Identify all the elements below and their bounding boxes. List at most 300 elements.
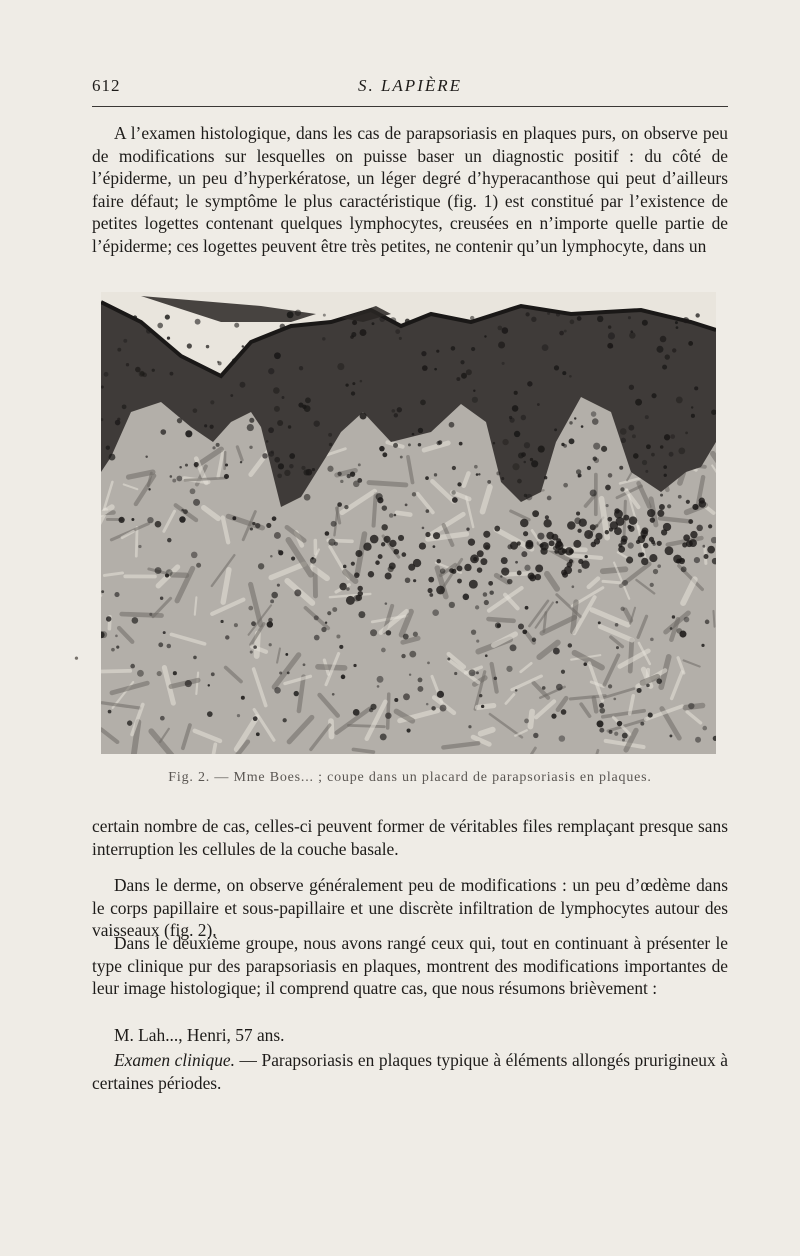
lymphocyte [393,549,399,555]
lymphocyte [614,527,622,535]
cell-nucleus [274,457,280,463]
lymphocyte [402,552,407,557]
cell-nucleus [583,662,587,666]
cell-nucleus [372,322,375,325]
histology-photograph [101,292,716,754]
cell-nucleus [256,732,260,736]
cell-nucleus [271,592,278,599]
cell-nucleus [303,469,309,475]
cell-nucleus [510,644,517,651]
cell-nucleus [278,463,284,469]
cell-nucleus [345,383,348,386]
collagen-fibre [567,555,601,558]
cell-nucleus [409,651,416,658]
cell-nucleus [403,693,410,700]
cell-nucleus [137,670,144,677]
cell-nucleus [466,527,469,530]
cell-nucleus [599,708,605,714]
cell-nucleus [695,737,701,743]
cell-nucleus [422,365,428,371]
cell-nucleus [167,644,172,649]
lymphocyte [584,530,593,539]
cell-nucleus [381,524,387,530]
cell-nucleus [327,611,331,615]
cell-nucleus [377,685,380,688]
cell-nucleus [234,623,238,627]
cell-nucleus [157,323,163,329]
cell-nucleus [277,473,282,478]
cell-nucleus [561,443,564,446]
lymphocyte [433,532,440,539]
cell-nucleus [241,696,245,700]
cell-nucleus [577,316,582,321]
lymphocyte [378,554,383,559]
cell-nucleus [204,424,207,427]
cell-nucleus [212,446,215,449]
cell-nucleus [440,568,445,573]
lymphocyte [682,542,687,547]
cell-nucleus [426,509,430,513]
cell-nucleus [207,711,213,717]
cell-nucleus [332,607,337,612]
cell-nucleus [642,460,647,465]
cell-nucleus [650,583,654,587]
lymphocyte [468,539,475,546]
cell-nucleus [620,428,627,435]
cell-nucleus [258,563,264,569]
cell-nucleus [531,460,538,467]
cell-nucleus [425,476,429,480]
cell-nucleus [683,317,689,323]
cell-nucleus [475,605,479,609]
cell-nucleus [262,453,267,458]
cell-nucleus [253,645,257,649]
cell-nucleus [346,587,350,591]
cell-nucleus [218,361,222,365]
cell-nucleus [379,446,385,452]
page-number: 612 [92,76,121,95]
cell-nucleus [456,377,460,381]
lymphocyte [368,571,374,577]
cell-nucleus [272,516,277,521]
cell-nucleus [247,424,254,431]
cell-nucleus [412,492,416,496]
cell-nucleus [569,438,575,444]
cell-nucleus [299,366,303,370]
lymphocyte [577,529,581,533]
cell-nucleus [559,735,565,741]
cell-nucleus [563,483,568,488]
cell-nucleus [339,645,343,649]
cell-nucleus [660,336,667,343]
lymphocyte [480,558,487,565]
cell-nucleus [537,403,540,406]
lymphocyte [354,572,360,578]
cell-nucleus [108,710,112,714]
cell-nucleus [646,444,651,449]
cell-nucleus [608,473,613,478]
cell-nucleus [394,413,398,417]
cell-nucleus [321,627,326,632]
collagen-fibre [353,749,373,752]
cell-nucleus [289,453,295,459]
cell-nucleus [399,337,402,340]
cell-nucleus [530,458,533,461]
cell-nucleus [327,466,333,472]
cell-nucleus [476,473,479,476]
cell-nucleus [157,671,162,676]
cell-nucleus [122,404,127,409]
cell-nucleus [353,709,360,716]
cell-nucleus [117,418,120,421]
collagen-fibre [477,706,493,708]
cell-nucleus [266,440,269,443]
lymphocyte [494,526,500,532]
cell-nucleus [285,653,288,656]
lymphocyte [628,526,634,532]
cell-nucleus [594,458,599,463]
cell-nucleus [298,402,303,407]
cell-nucleus [132,617,139,624]
cell-nucleus [274,687,281,694]
cell-nucleus [403,634,409,640]
lymphocyte [464,564,471,571]
cell-nucleus [314,635,320,641]
cell-nucleus [176,476,182,482]
lymphocyte [457,579,462,584]
cell-nucleus [139,371,145,377]
cell-nucleus [702,726,707,731]
cell-nucleus [328,433,332,437]
cell-nucleus [187,343,192,348]
cell-nucleus [663,465,667,469]
cell-nucleus [628,425,634,431]
lymphocyte [605,530,609,534]
cell-nucleus [449,422,455,428]
cell-nucleus [237,714,240,717]
lymphocyte [618,543,622,547]
lymphocyte [686,500,690,504]
cell-nucleus [440,705,447,712]
cell-nucleus [691,406,693,408]
cell-nucleus [267,621,273,627]
cell-nucleus [606,504,609,507]
collagen-fibre [331,721,332,737]
collagen-fibre [594,698,596,711]
cell-nucleus [628,542,634,548]
cell-nucleus [669,452,674,457]
cell-nucleus [163,631,166,634]
cell-nucleus [670,627,673,630]
cell-nucleus [495,622,501,628]
cell-nucleus [691,414,695,418]
cell-nucleus [114,592,119,597]
cell-nucleus [234,323,239,328]
cell-nucleus [678,447,685,454]
cell-nucleus [294,691,299,696]
cell-nucleus [436,441,440,445]
cell-nucleus [669,734,672,737]
cell-nucleus [104,372,109,377]
cell-nucleus [489,590,493,594]
cell-nucleus [434,473,437,476]
lymphocyte [573,540,581,548]
cell-nucleus [225,635,229,639]
collagen-fibre [225,452,226,469]
cell-nucleus [651,393,656,398]
cell-nucleus [269,643,272,646]
lymphocyte [591,542,597,548]
cell-nucleus [471,347,475,351]
cell-nucleus [705,620,710,625]
cell-nucleus [360,413,367,420]
lymphocyte [621,535,628,542]
cell-nucleus [230,394,233,397]
cell-nucleus [522,629,527,634]
header-rule [92,106,728,107]
cell-nucleus [676,628,682,634]
cell-nucleus [115,635,118,638]
cell-nucleus [640,722,644,726]
cell-nucleus [585,555,588,558]
cell-nucleus [353,481,360,488]
cell-nucleus [193,499,200,506]
lymphocyte [657,541,662,546]
cell-nucleus [426,703,429,706]
lymphocyte [569,549,574,554]
cell-nucleus [613,698,616,701]
cell-nucleus [524,565,530,571]
cell-nucleus [165,574,169,578]
cell-nucleus [591,411,597,417]
collagen-fibre [388,694,389,728]
lymphocyte [629,516,637,524]
lymphocyte [626,557,633,564]
cell-nucleus [498,342,505,349]
paragraph-dermis: Dans le derme, on observe généralement peu de modifications : un peu d’œdème dans le corps papillaire et sous-papillaire et une discrète infiltration de lymphocytes autour des vaisseaux (fig. 2). [92,875,728,941]
cell-nucleus [341,675,346,680]
cell-nucleus [466,369,472,375]
cell-nucleus [220,620,223,623]
lymphocyte [483,531,490,538]
cell-nucleus [193,656,197,660]
cell-nucleus [370,704,376,710]
cell-nucleus [253,716,258,721]
cell-nucleus [270,599,274,603]
cell-nucleus [559,331,564,336]
histology-image [101,292,716,754]
lymphocyte [381,542,385,546]
cell-nucleus [117,348,121,352]
cell-nucleus [678,495,682,499]
lymphocyte [699,498,705,504]
cell-nucleus [249,418,254,423]
cell-nucleus [474,465,478,469]
cell-nucleus [569,375,572,378]
lymphocyte [535,564,543,572]
collagen-fibre [530,712,532,727]
cell-nucleus [160,429,166,435]
cell-nucleus [270,555,273,558]
cell-nucleus [170,372,174,376]
cell-nucleus [525,312,529,316]
cell-nucleus [628,316,631,319]
lymphocyte [457,566,463,572]
cell-nucleus [210,425,214,429]
cell-nucleus [702,545,705,548]
cell-nucleus [676,326,679,329]
cell-nucleus [314,615,319,620]
lymphocyte [517,571,522,576]
lymphocyte [427,588,432,593]
paragraph-continuation: certain nombre de cas, celles-ci peuvent former de véritables files remplaçant presque sans interruption les cellules de la couche basale. [92,816,728,859]
cell-nucleus [109,454,116,461]
cell-nucleus [269,451,275,457]
cell-nucleus [358,463,361,466]
cell-nucleus [216,443,220,447]
cell-nucleus [343,565,347,569]
cell-nucleus [645,415,649,419]
cell-nucleus [633,453,639,459]
cell-nucleus [165,314,170,319]
cell-nucleus [656,678,662,684]
lymphocyte [523,531,528,536]
cell-nucleus [568,643,572,647]
cell-nucleus [360,329,367,336]
cell-nucleus [498,326,503,331]
cell-nucleus [617,721,622,726]
cell-nucleus [692,504,698,510]
lymphocyte [385,572,392,579]
cell-nucleus [381,648,386,653]
paragraph-second-group: Dans le deuxième groupe, nous avons rangé ceux qui, tout en continuant à présenter le type clinique pur des parapsoriasis en plaques, montrent des modifications importantes de leur image histologique; il comprend quatre cas, que nous résumons brièvement : [92,933,728,999]
cell-nucleus [569,421,572,424]
lymphocyte [650,517,655,522]
cell-nucleus [675,321,678,324]
lymphocyte [659,504,665,510]
cell-nucleus [417,686,423,692]
cell-nucleus [574,417,576,419]
cell-nucleus [599,703,604,708]
cell-nucleus [418,428,423,433]
cell-nucleus [532,510,539,517]
cell-nucleus [249,446,252,449]
cell-nucleus [172,479,176,483]
cell-nucleus [694,557,700,563]
cell-nucleus [115,420,121,426]
cell-nucleus [422,527,425,530]
cell-nucleus [615,623,619,627]
cell-nucleus [303,663,306,666]
lymphocyte [477,567,483,573]
cell-nucleus [521,415,526,420]
lymphocyte [346,596,355,605]
cell-nucleus [427,661,430,664]
cell-nucleus [397,407,402,412]
collagen-fibre [101,671,130,672]
cell-nucleus [590,489,597,496]
cell-nucleus [329,443,333,447]
collagen-fibre [630,640,632,671]
cell-nucleus [376,493,383,500]
cell-nucleus [572,585,575,588]
cell-nucleus [101,590,104,593]
cell-nucleus [556,313,560,317]
cell-nucleus [352,382,355,385]
cell-nucleus [385,712,391,718]
cell-nucleus [375,560,380,565]
lymphocyte [640,530,647,537]
cell-nucleus [405,504,408,507]
cell-nucleus [472,397,478,403]
cell-nucleus [191,552,198,559]
lymphocyte [419,542,426,549]
cell-nucleus [196,563,201,568]
lymphocyte [501,567,509,575]
cell-nucleus [337,502,342,507]
cell-nucleus [605,485,611,491]
cell-nucleus [629,385,634,390]
cell-nucleus [597,316,603,322]
lymphocyte [641,558,648,565]
cell-nucleus [451,346,456,351]
cell-nucleus [385,602,388,605]
cell-nucleus [616,646,619,649]
cell-nucleus [380,733,387,740]
lymphocyte [526,540,534,548]
cell-nucleus [459,442,463,446]
lymphocyte [651,540,655,544]
cell-nucleus [512,463,519,470]
cell-nucleus [473,390,475,392]
cell-nucleus [509,418,514,423]
cell-nucleus [268,368,274,374]
cell-nucleus [547,312,550,315]
cell-nucleus [179,466,181,468]
cell-nucleus [336,634,340,638]
cell-nucleus [525,606,529,610]
cell-nucleus [133,315,137,319]
cell-nucleus [433,545,436,548]
lymphocyte [370,535,379,544]
cell-nucleus [211,672,215,676]
cell-nucleus [642,320,648,326]
cell-nucleus [524,442,530,448]
cell-nucleus [554,428,557,431]
lymphocyte [707,546,715,554]
cell-nucleus [657,564,661,568]
cell-nucleus [332,693,335,696]
cell-nucleus [469,669,476,676]
cell-nucleus [268,427,274,433]
cell-nucleus [152,369,155,372]
cell-nucleus [463,594,470,601]
cell-nucleus [240,461,242,463]
cell-nucleus [521,551,527,557]
cell-nucleus [360,380,363,383]
cell-nucleus [280,324,285,329]
lymphocyte [590,524,596,530]
cell-nucleus [592,418,599,425]
cell-nucleus [106,616,111,621]
cell-nucleus [167,337,170,340]
figure-caption: Fig. 2. — Mme Boes... ; coupe dans un placard de parapsoriasis en plaques. [168,770,652,785]
cell-nucleus [160,597,163,600]
cell-nucleus [515,689,518,692]
cell-nucleus [282,396,285,399]
cell-nucleus [431,706,435,710]
cell-nucleus [250,527,253,530]
